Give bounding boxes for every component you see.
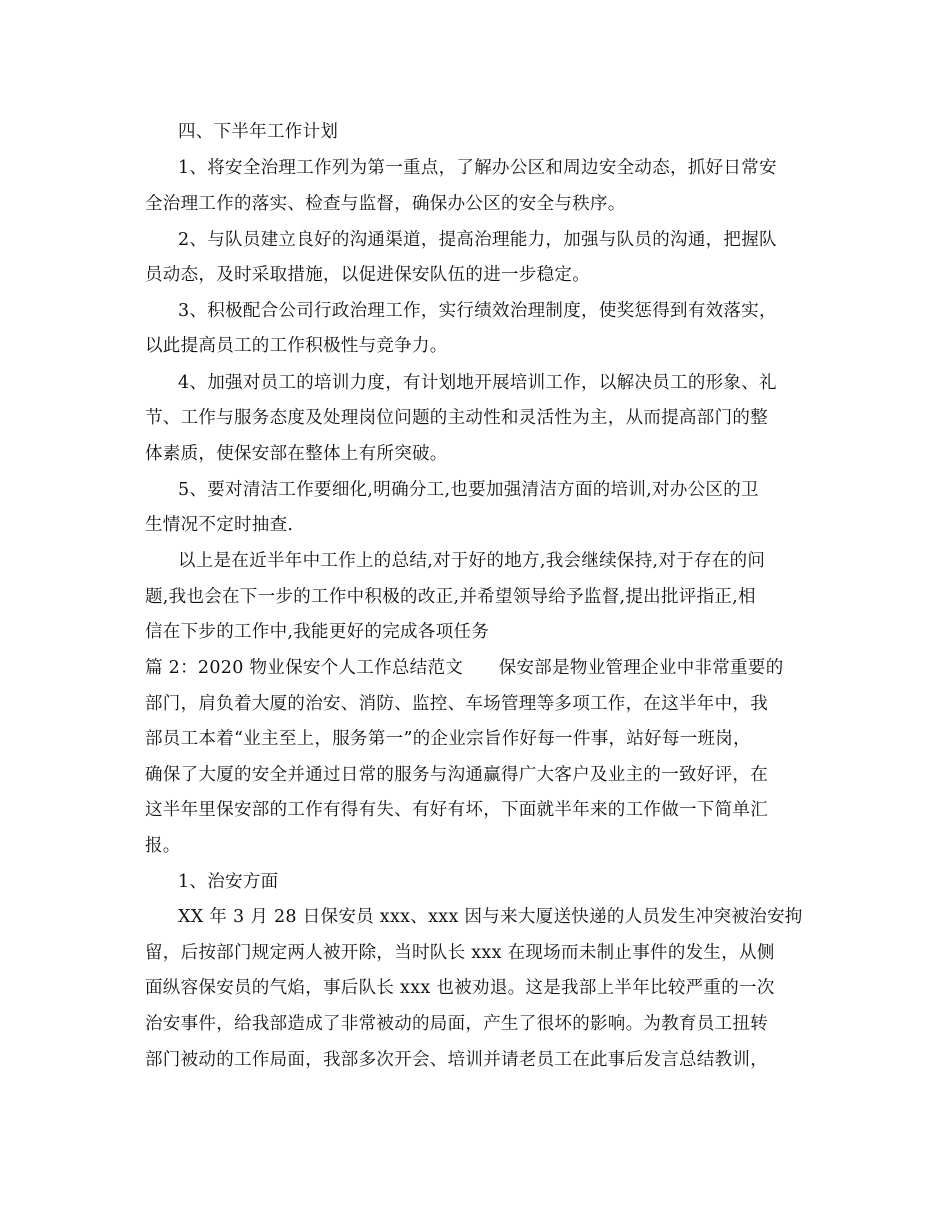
- paragraph-line: 5、要对清洁工作要细化,明确分工,也要加强清洁方面的培训,对办公区的卫: [178, 480, 759, 500]
- heading-plan: 四、下半年工作计划: [178, 122, 339, 142]
- paragraph-line: 生情况不定时抽查.: [145, 515, 294, 535]
- paragraph-line: XX 年 3 月 28 日保安员 xxx、xxx 因与来大厦送快递的人员发生冲突被治安拘: [178, 907, 803, 927]
- paragraph-line: 部门被动的工作局面，我部多次开会、培训并请老员工在此事后发言总结教训，: [145, 1050, 768, 1070]
- paragraph-line: 这半年里保安部的工作有得有失、有好有坏，下面就半年来的工作做一下简单汇: [145, 800, 768, 820]
- paragraph-line: 题,我也会在下一步的工作中积极的改正,并希望领导给予监督,提出批评指正,相: [145, 587, 756, 607]
- section-heading: 1、治安方面: [178, 872, 279, 892]
- paragraph-line: 全治理工作的落实、检查与监督，确保办公区的安全与秩序。: [145, 194, 626, 214]
- paragraph-line: 体素质，使保安部在整体上有所突破。: [145, 444, 448, 464]
- paragraph-line: 报。: [145, 836, 181, 856]
- paragraph-line: 节、工作与服务态度及处理岗位问题的主动性和灵活性为主，从而提高部门的整: [145, 408, 768, 428]
- paragraph-line: 4、加强对员工的培训力度，有计划地开展培训工作，以解决员工的形象、礼: [178, 373, 777, 393]
- paragraph-line: 1、将安全治理工作列为第一重点，了解办公区和周边安全动态，抓好日常安: [178, 158, 777, 178]
- paragraph-line: 信在下步的工作中,我能更好的完成各项任务: [145, 622, 490, 642]
- paragraph-line: 2、与队员建立良好的沟通渠道，提高治理能力，加强与队员的沟通，把握队: [178, 230, 777, 250]
- article-title-line: 篇 2：2020 物业保安个人工作总结范文 保安部是物业管理企业中非常重要的: [145, 658, 784, 678]
- paragraph-line: 以此提高员工的工作积极性与竞争力。: [145, 336, 448, 356]
- paragraph-line: 以上是在近半年中工作上的总结,对于好的地方,我会继续保持,对于存在的问: [178, 551, 766, 571]
- paragraph-line: 3、积极配合公司行政治理工作，实行绩效治理制度，使奖惩得到有效落实，: [178, 301, 777, 321]
- paragraph-line: 员动态，及时采取措施，以促进保安队伍的进一步稳定。: [145, 265, 590, 285]
- paragraph-line: 面纵容保安员的气焰，事后队长 xxx 也被劝退。这是我部上半年比较严重的一次: [145, 978, 775, 998]
- paragraph-line: 治安事件，给我部造成了非常被动的局面，产生了很坏的影响。为教育员工扭转: [145, 1014, 768, 1034]
- paragraph-line: 留，后按部门规定两人被开除，当时队长 xxx 在现场而未制止事件的发生，从侧: [145, 943, 775, 963]
- paragraph-line: 部门，肩负着大厦的治安、消防、监控、车场管理等多项工作，在这半年中，我: [145, 694, 768, 714]
- paragraph-line: 确保了大厦的安全并通过日常的服务与沟通赢得广大客户及业主的一致好评，在: [145, 765, 768, 785]
- paragraph-line: 部员工本着“业主至上，服务第一”的企业宗旨作好每一件事，站好每一班岗，: [145, 729, 751, 749]
